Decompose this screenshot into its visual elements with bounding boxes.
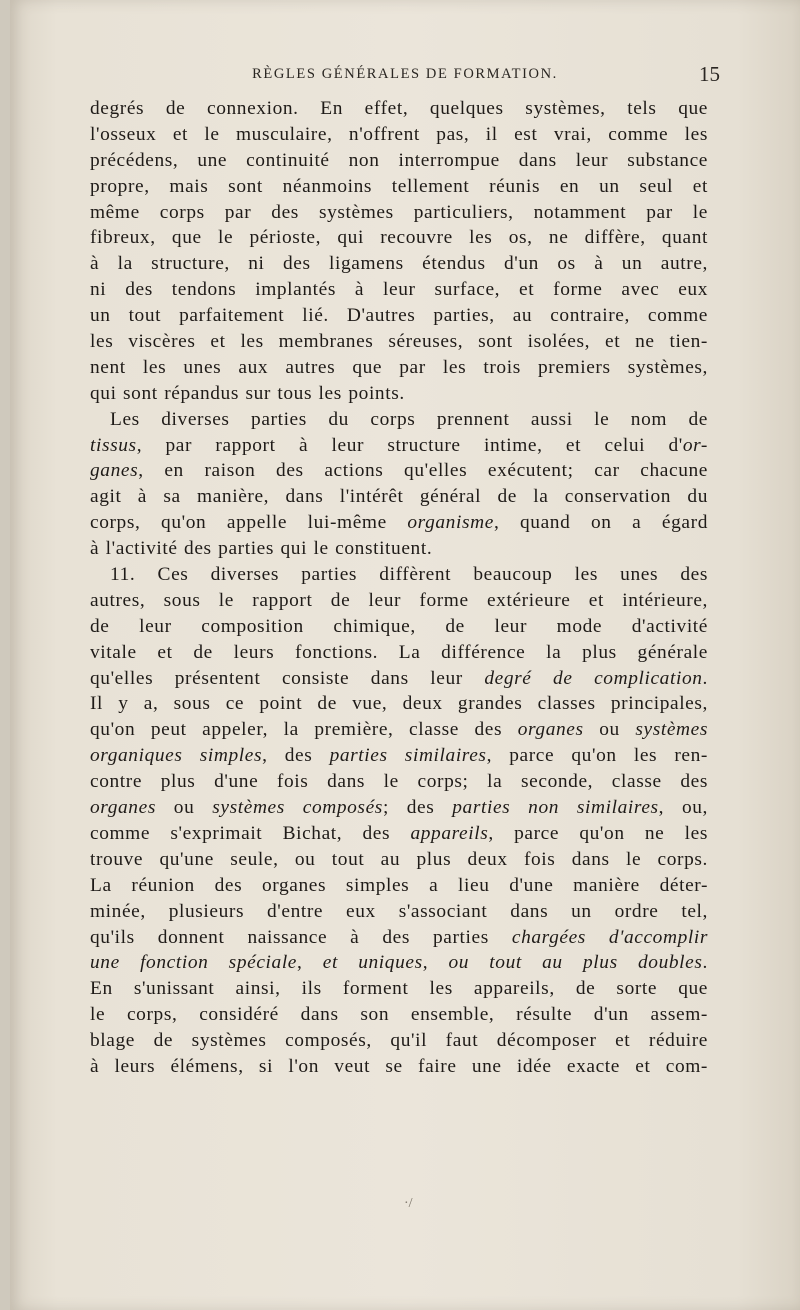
text-segment: contre plus d'une fois dans le corps; la seconde, classe des <box>90 771 708 793</box>
text-segment: nent les unes aux autres que par les trois premiers systèmes, <box>90 356 708 378</box>
text-segment: 11. Ces diverses parties diffèrent beaucoup les unes des <box>110 564 708 586</box>
text-line <box>90 1002 708 1028</box>
text-segment: le corps, considéré dans son ensemble, résulte d'un assem- <box>90 1004 708 1026</box>
text-segment: fibreux, que le périoste, qui recouvre les os, ne diffère, quant <box>90 227 708 249</box>
body-text <box>90 96 708 1080</box>
text-line <box>90 821 708 847</box>
text-line <box>90 510 708 536</box>
text-line <box>90 666 708 692</box>
italic-term: tissus <box>90 434 137 456</box>
text-segment: précédens, une continuité non interrompue dans leur substance <box>90 149 708 171</box>
text-segment: ou <box>583 719 636 741</box>
text-segment: propre, mais sont néanmoins tellement réunis en un seul et <box>90 175 708 197</box>
italic-term: et uniques <box>322 952 423 974</box>
text-segment: degrés de connexion. En effet, quelques systèmes, tels que <box>90 98 708 119</box>
text-segment: , ou, <box>658 797 708 819</box>
text-line <box>90 588 708 614</box>
text-line <box>90 122 708 148</box>
text-line <box>90 847 708 873</box>
text-segment: trouve qu'une seule, ou tout au plus deux fois dans le corps. <box>90 848 708 870</box>
footer-mark: ·/ <box>404 1196 413 1211</box>
text-line <box>90 458 708 484</box>
italic-term: organiques simples <box>90 745 263 767</box>
text-line <box>90 976 708 1002</box>
text-segment: , des <box>262 745 330 767</box>
text-line <box>90 148 708 174</box>
text-line <box>90 950 708 976</box>
text-line <box>90 640 708 666</box>
text-segment: La réunion des organes simples a lieu d'une manière déter- <box>90 874 708 896</box>
text-line <box>90 251 708 277</box>
text-line <box>90 873 708 899</box>
book-page <box>10 0 800 1310</box>
italic-term: organes <box>90 797 156 819</box>
italic-term: parties similaires <box>329 745 487 767</box>
italic-term: organisme <box>407 512 494 534</box>
italic-term: ou tout au plus doubles <box>448 952 703 974</box>
text-segment: , <box>422 952 449 974</box>
text-line <box>90 717 708 743</box>
text-line <box>90 329 708 355</box>
text-line <box>90 200 708 226</box>
text-segment: , quand on a égard <box>493 512 708 534</box>
text-line <box>90 96 708 122</box>
italic-term: systèmes <box>635 719 708 741</box>
italic-term: organes <box>517 719 584 741</box>
text-segment: même corps par des systèmes particuliers, notamment par le <box>90 201 708 223</box>
text-segment: qu'ils donnent naissance à des parties <box>90 926 512 948</box>
text-line <box>90 484 708 510</box>
text-line <box>90 174 708 200</box>
text-segment: Les diverses parties du corps prennent aussi le nom de <box>110 408 708 430</box>
text-line <box>90 795 708 821</box>
text-segment: Il y a, sous ce point de vue, deux grandes classes principales, <box>90 693 708 715</box>
page-number: 15 <box>699 62 720 86</box>
text-segment: qui sont répandus sur tous les points. <box>90 382 405 404</box>
running-title: RÈGLES GÉNÉRALES DE FORMATION. <box>252 66 558 82</box>
text-segment: En s'unissant ainsi, ils forment les appareils, de sorte que <box>90 978 708 1000</box>
italic-term: chargées d'accomplir <box>511 926 708 948</box>
text-line <box>90 225 708 251</box>
text-line <box>90 1028 708 1054</box>
text-segment: agit à sa manière, dans l'intérêt général de la conservation du <box>90 486 708 508</box>
text-segment: qu'on peut appeler, la première, classe des <box>90 719 518 741</box>
text-segment: ou <box>155 797 213 819</box>
text-segment: blage de systèmes composés, qu'il faut décomposer et réduire <box>90 1030 708 1052</box>
text-line <box>90 536 708 562</box>
text-segment: les viscères et les membranes séreuses, sont isolées, et ne tien- <box>90 331 708 353</box>
italic-term: parties non similaires <box>452 797 659 819</box>
italic-term: systèmes composés <box>212 797 383 819</box>
text-line <box>90 614 708 640</box>
text-segment: à leurs élémens, si l'on veut se faire une idée exacte et com- <box>90 1055 708 1077</box>
text-segment: un tout parfaitement lié. D'autres parties, au contraire, comme <box>90 305 708 327</box>
text-segment: autres, sous le rapport de leur forme extérieure et intérieure, <box>90 589 708 611</box>
text-segment: , en raison des actions qu'elles exécutent; car chacune <box>138 460 708 482</box>
text-segment: , par rapport à leur structure intime, et celui d' <box>136 434 683 456</box>
italic-term: une fonction spéciale <box>90 952 298 974</box>
text-line <box>90 433 708 459</box>
text-line <box>90 381 708 407</box>
text-segment: , parce qu'on les ren- <box>486 745 708 767</box>
text-segment: qu'elles présentent consiste dans leur <box>90 667 485 689</box>
text-line <box>90 769 708 795</box>
text-segment: . <box>702 952 708 974</box>
text-line <box>90 355 708 381</box>
text-segment: corps, qu'on appelle lui-même <box>90 512 408 534</box>
text-line <box>90 925 708 951</box>
text-segment: minée, plusieurs d'entre eux s'associant dans un ordre tel, <box>90 900 708 922</box>
text-line <box>90 407 708 433</box>
text-segment: à la structure, ni des ligamens étendus d'un os à un autre, <box>90 253 708 275</box>
text-line <box>90 1054 708 1080</box>
italic-term: appareils <box>410 822 489 844</box>
text-segment: . <box>702 667 708 689</box>
text-line <box>90 277 708 303</box>
text-line <box>90 899 708 925</box>
text-segment: , parce qu'on ne les <box>488 822 709 844</box>
text-segment: ni des tendons implantés à leur surface, et forme avec eux <box>90 279 708 301</box>
text-segment: à l'activité des parties qui le constituent. <box>90 538 433 560</box>
text-line <box>90 743 708 769</box>
italic-term: or- <box>682 434 708 456</box>
text-segment: l'osseux et le musculaire, n'offrent pas, il est vrai, comme les <box>90 123 708 145</box>
running-head <box>90 64 720 88</box>
text-line <box>90 562 708 588</box>
text-line <box>90 691 708 717</box>
text-segment: vitale et de leurs fonctions. La différence la plus générale <box>90 641 708 663</box>
text-line <box>90 303 708 329</box>
text-segment: ; des <box>382 797 453 819</box>
text-segment: , <box>297 952 323 974</box>
text-segment: comme s'exprimait Bichat, des <box>90 822 411 844</box>
text-segment: de leur composition chimique, de leur mode d'activité <box>90 615 708 637</box>
italic-term: degré de complication <box>484 667 703 689</box>
italic-term: ganes <box>90 460 139 482</box>
